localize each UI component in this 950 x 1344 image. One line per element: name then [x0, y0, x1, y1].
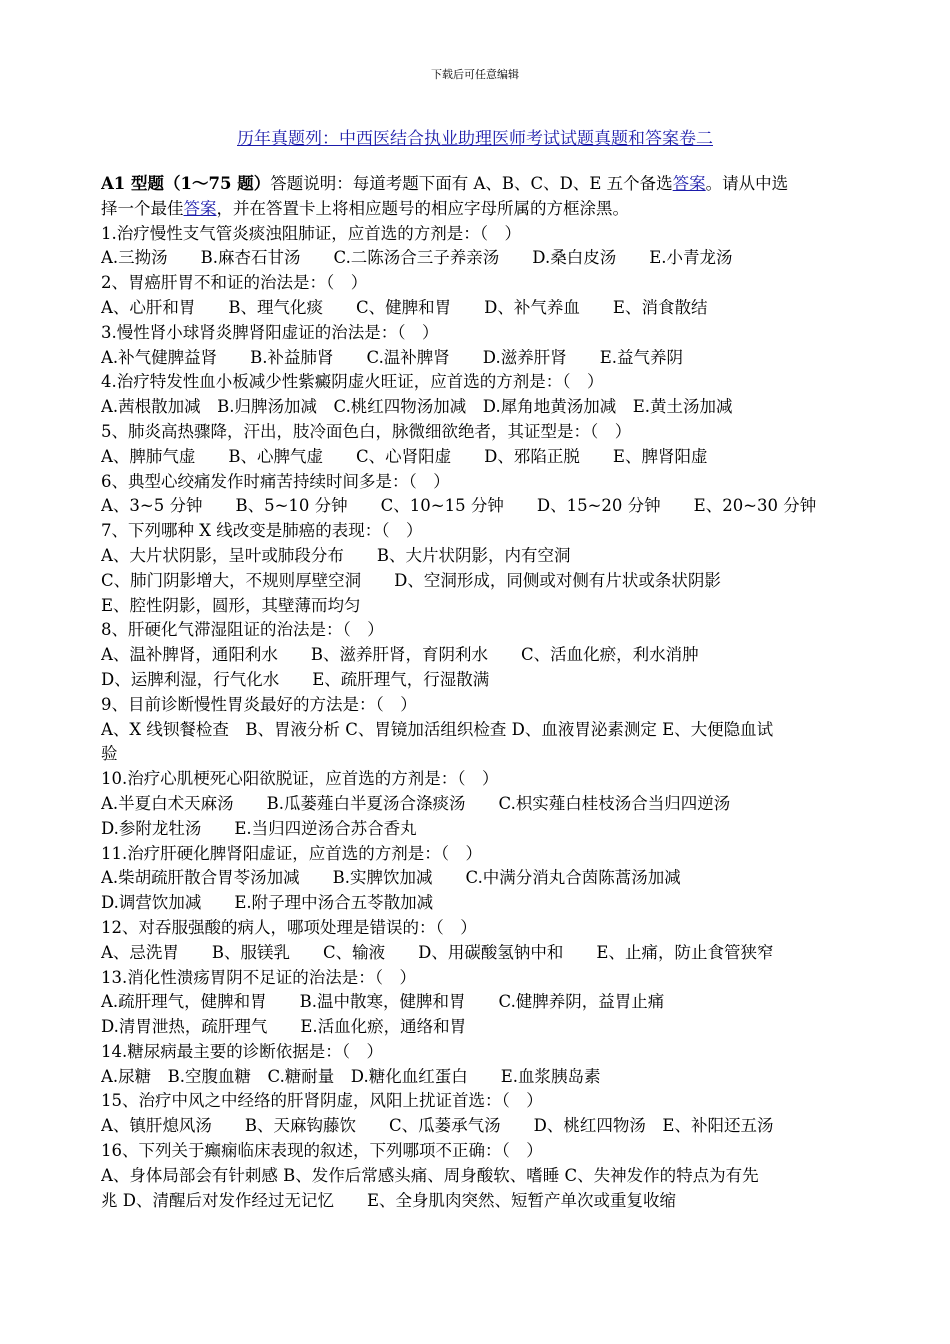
intro-text-b: 。请从中选 [705, 174, 789, 193]
intro-text-a: 答题说明：每道考题下面有 A、B、C、D、E 五个备选 [270, 174, 673, 193]
text-line: A、忌洗胃 B、服镁乳 C、输液 D、用碳酸氢钠中和 E、止痛，防止食管狭窄 [101, 942, 774, 962]
text-line: 12、对吞服强酸的病人，哪项处理是错误的：（ ） [101, 917, 477, 937]
text-line: A、镇肝熄风汤 B、天麻钩藤饮 C、瓜蒌承气汤 D、桃红四物汤 E、补阳还五汤 [101, 1116, 774, 1136]
question-type-label: A1 型题（1～75 题） [101, 174, 271, 193]
text-line: 9、目前诊断慢性胃炎最好的方法是：（ ） [101, 694, 417, 714]
document-body [101, 172, 861, 1213]
text-line: 14.糖尿病最主要的诊断依据是：（ ） [101, 1041, 383, 1061]
intro-text-d: ，并在答置卡上将相应题号的相应字母所属的方框涂黑。 [216, 198, 629, 218]
text-line: D.调营饮加减 E.附子理中汤合五苓散加减 [101, 893, 434, 913]
text-line: 10.治疗心肌梗死心阳欲脱证，应首选的方剂是：（ ） [101, 769, 499, 789]
text-line: A.疏肝理气，健脾和胃 B.温中散寒，健脾和胃 C.健脾养阴，益胃止痛 [101, 992, 665, 1012]
text-line: 3.慢性肾小球肾炎脾肾阳虚证的治法是：（ ） [101, 322, 439, 342]
text-line: 13.消化性溃疡胃阴不足证的治法是：（ ） [101, 967, 416, 987]
text-line: 8、肝硬化气滞湿阻证的治法是：（ ） [101, 620, 384, 640]
text-line: A.茜根散加减 B.归脾汤加减 C.桃红四物汤加减 D.犀角地黄汤加减 E.黄土汤加减 [101, 397, 733, 417]
text-line: E、腔性阴影，圆形，其壁薄而均匀 [101, 595, 361, 615]
intro-line-2 [101, 197, 861, 222]
text-line: A、身体局部会有针刺感 B、发作后常感头痛、周身酸软、嗜睡 C、失神发作的特点为有先 [101, 1165, 759, 1185]
text-line: 验 [101, 744, 118, 764]
answer-link-2[interactable]: 答案 [183, 198, 217, 218]
text-line: A.半夏白术天麻汤 B.瓜蒌薤白半夏汤合涤痰汤 C.枳实薤白桂枝汤合当归四逆汤 [101, 793, 731, 813]
answer-link-1[interactable]: 答案 [672, 174, 706, 193]
text-line: A.尿糖 B.空腹血糖 C.糖耐量 D.糖化血红蛋白 E.血浆胰岛素 [101, 1066, 601, 1086]
text-line: 11.治疗肝硬化脾肾阳虚证，应首选的方剂是：（ ） [101, 843, 482, 863]
text-line: 兆 D、清醒后对发作经过无记忆 E、全身肌肉突然、短暂产单次或重复收缩 [101, 1190, 677, 1210]
text-line: 15、治疗中风之中经络的肝肾阴虚，风阳上扰证首选：（ ） [101, 1091, 543, 1111]
text-line: A、3~5 分钟 B、5~10 分钟 C、10~15 分钟 D、15~20 分钟 E、20~30 分钟 [101, 496, 817, 516]
text-line: A、温补脾肾，通阳利水 B、滋养肝肾，育阴利水 C、活血化瘀，利水消肿 [101, 645, 699, 665]
text-line: A.三拗汤 B.麻杏石甘汤 C.二陈汤合三子养亲汤 D.桑白皮汤 E.小青龙汤 [101, 248, 733, 268]
text-line: A.柴胡疏肝散合胃苓汤加减 B.实脾饮加减 C.中满分消丸合茵陈蒿汤加减 [101, 868, 681, 888]
text-line: D.参附龙牡汤 E.当归四逆汤合苏合香丸 [101, 818, 417, 838]
text-line: 6、典型心绞痛发作时痛苦持续时间多是：（ ） [101, 471, 450, 491]
text-line: C、肺门阴影增大，不规则厚壁空洞 D、空洞形成，同侧或对侧有片状或条状阴影 [101, 570, 721, 590]
text-line: 2、胃癌肝胃不和证的治法是：（ ） [101, 273, 368, 293]
intro-text-c: 择一个最佳 [101, 198, 184, 218]
text-line: A、大片状阴影，呈叶或肺段分布 B、大片状阴影，内有空洞 [101, 545, 571, 565]
text-line: 7、下列哪种 X 线改变是肺癌的表现：（ ） [101, 521, 423, 541]
page-header: 下载后可任意编辑 [431, 68, 519, 81]
question-list [101, 222, 861, 1214]
text-line: D、运脾利湿，行气化水 E、疏肝理气，行湿散满 [101, 669, 490, 689]
text-line: A、心肝和胃 B、理气化痰 C、健脾和胃 D、补气养血 E、消食散结 [101, 297, 708, 317]
document-title[interactable]: 历年真题列：中西医结合执业助理医师考试试题真题和答案卷二 [237, 129, 713, 149]
text-line: 16、下列关于癫痫临床表现的叙述，下列哪项不正确：（ ） [101, 1141, 543, 1161]
text-line: A.补气健脾益肾 B.补益肺肾 C.温补脾肾 D.滋养肝肾 E.益气养阴 [101, 347, 683, 367]
text-line: 5、肺炎高热骤降，汗出，肢冷面色白，脉微细欲绝者，其证型是：（ ） [101, 421, 632, 441]
text-line: A、脾肺气虚 B、心脾气虚 C、心肾阳虚 D、邪陷正脱 E、脾肾阳虚 [101, 446, 708, 466]
text-line: A、X 线钡餐检查 B、胃液分析 C、胃镜加活组织检查 D、血液胃泌素测定 E、大便隐血试 [101, 719, 774, 739]
intro-line-1 [101, 172, 861, 197]
text-line: 1.治疗慢性支气管炎痰浊阻肺证，应首选的方剂是：（ ） [101, 223, 521, 243]
text-line: 4.治疗特发性血小板减少性紫癜阴虚火旺证，应首选的方剂是：（ ） [101, 372, 604, 392]
text-line: D.清胃泄热，疏肝理气 E.活血化瘀，通络和胃 [101, 1017, 467, 1037]
